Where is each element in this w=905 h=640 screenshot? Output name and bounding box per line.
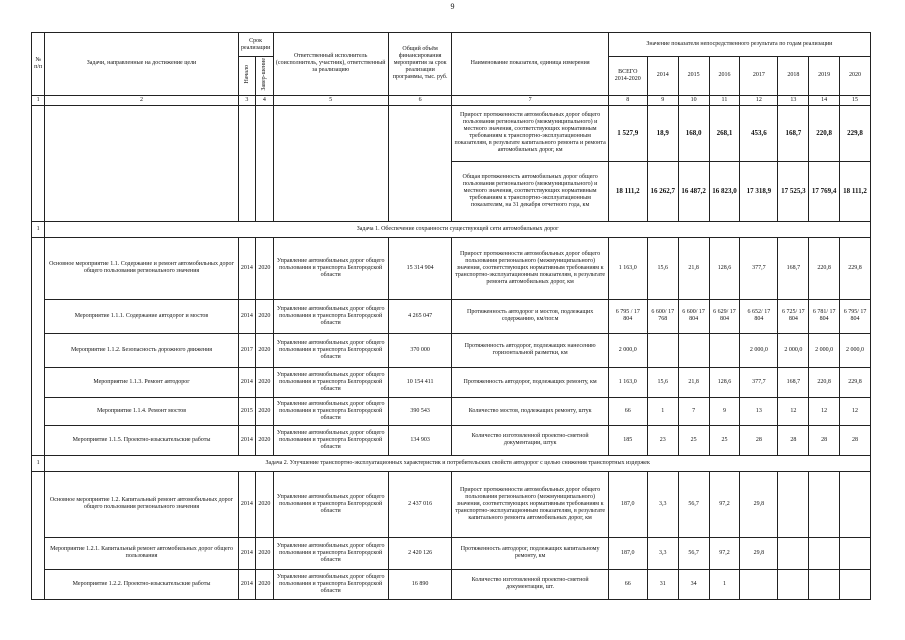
indicator-cell: Количество изготовленной проектно-сметной документации, штук	[452, 425, 608, 455]
value-cell	[647, 333, 678, 367]
value-cell: 6 725/ 17 804	[778, 299, 809, 333]
end-year: 2020	[256, 569, 273, 599]
value-cell: 15,6	[647, 367, 678, 397]
measure-name: Мероприятие 1.2.2. Проектно-изыскательские работы	[45, 569, 238, 599]
value-cell: 16 262,7	[647, 161, 678, 221]
table-row	[32, 397, 871, 425]
value-cell: 2 000,0	[840, 333, 871, 367]
value-cell	[778, 569, 809, 599]
start-year: 2014	[238, 425, 255, 455]
value-cell: 168,7	[778, 105, 809, 161]
executor-cell: Управление автомобильных дорог общего пользования и транспорта Белгородской области	[273, 367, 388, 397]
task-title: Задача 1. Обеспечение сохранности существующей сети автомобильных дорог	[45, 221, 871, 237]
value-cell: 97,2	[709, 471, 740, 537]
funding-cell: 4 265 047	[388, 299, 452, 333]
value-cell: 187,0	[608, 471, 647, 537]
empty-cell	[45, 105, 238, 221]
value-cell: 1 163,0	[608, 367, 647, 397]
empty-cell	[238, 105, 255, 221]
value-cell	[809, 569, 840, 599]
table-row	[32, 367, 871, 397]
value-cell: 17 525,3	[778, 161, 809, 221]
value-cell: 18 111,2	[840, 161, 871, 221]
value-cell	[840, 471, 871, 537]
header-executor: Ответственный исполнитель (соисполнитель, участник), ответственный за реализацию	[273, 33, 388, 96]
header-year: 2016	[709, 57, 740, 96]
executor-cell: Управление автомобильных дорог общего пользования и транспорта Белгородской области	[273, 569, 388, 599]
value-cell: 28	[740, 425, 778, 455]
measure-name: Мероприятие 1.1.1. Содержание автодорог и мостов	[45, 299, 238, 333]
header-year: 2019	[809, 57, 840, 96]
value-cell: 1 163,0	[608, 237, 647, 299]
start-year: 2015	[238, 397, 255, 425]
value-cell: 268,1	[709, 105, 740, 161]
value-cell: 12	[809, 397, 840, 425]
header-year: 2017	[740, 57, 778, 96]
value-cell: 229,8	[840, 105, 871, 161]
indicator-cell: Количество изготовленной проектно-сметной документации, шт.	[452, 569, 608, 599]
column-number: 12	[740, 95, 778, 105]
value-cell: 18 111,2	[608, 161, 647, 221]
measure-name: Основное мероприятие 1.2. Капитальный ремонт автомобильных дорог общего пользования регионального значения	[45, 471, 238, 537]
value-cell	[840, 569, 871, 599]
value-cell: 13	[740, 397, 778, 425]
measure-name: Мероприятие 1.1.3. Ремонт автодорог	[45, 367, 238, 397]
executor-cell: Управление автомобильных дорог общего пользования и транспорта Белгородской области	[273, 471, 388, 537]
funding-cell: 2 437 016	[388, 471, 452, 537]
value-cell: 220,8	[809, 237, 840, 299]
header-no: № п/п	[32, 33, 45, 96]
value-cell: 168,7	[778, 367, 809, 397]
value-cell: 6 795 / 17 804	[608, 299, 647, 333]
column-number: 3	[238, 95, 255, 105]
indicator-cell: Протяженность автодорог, подлежащих капитальному ремонту, км	[452, 537, 608, 569]
value-cell: 7	[678, 397, 709, 425]
value-cell: 28	[778, 425, 809, 455]
value-cell	[778, 537, 809, 569]
header-year: 2020	[840, 57, 871, 96]
header-end-label: Завер-шение	[261, 58, 268, 91]
header-end	[256, 57, 273, 96]
measure-name: Мероприятие 1.2.1. Капитальный ремонт автомобильных дорог общего пользования	[45, 537, 238, 569]
indicator-cell: Протяженность автодорог, подлежащих ремонту, км	[452, 367, 608, 397]
value-cell: 12	[840, 397, 871, 425]
column-number: 14	[809, 95, 840, 105]
empty-cell	[32, 471, 45, 599]
funding-cell: 134 903	[388, 425, 452, 455]
value-cell: 6 600/ 17 768	[647, 299, 678, 333]
start-year: 2014	[238, 299, 255, 333]
end-year: 2020	[256, 425, 273, 455]
empty-cell	[388, 105, 452, 221]
column-number: 8	[608, 95, 647, 105]
value-cell: 168,0	[678, 105, 709, 161]
start-year: 2014	[238, 367, 255, 397]
value-cell	[840, 537, 871, 569]
start-year: 2014	[238, 237, 255, 299]
value-cell: 21,8	[678, 237, 709, 299]
value-cell: 56,7	[678, 471, 709, 537]
value-cell: 56,7	[678, 537, 709, 569]
header-funding: Общий объём финансирования мероприятия за срок реализации программы, тыс. руб.	[388, 33, 452, 96]
value-cell: 377,7	[740, 237, 778, 299]
header-total: ВСЕГО 2014-2020	[608, 57, 647, 96]
value-cell: 1	[709, 569, 740, 599]
value-cell: 6 600/ 17 804	[678, 299, 709, 333]
start-year: 2014	[238, 471, 255, 537]
value-cell: 34	[678, 569, 709, 599]
header-task: Задачи, направленные на достижение цели	[45, 33, 238, 96]
column-number: 6	[388, 95, 452, 105]
column-number: 10	[678, 95, 709, 105]
end-year: 2020	[256, 237, 273, 299]
value-cell: 168,7	[778, 237, 809, 299]
funding-cell: 2 420 126	[388, 537, 452, 569]
value-cell: 187,0	[608, 537, 647, 569]
value-cell: 23	[647, 425, 678, 455]
value-cell: 1 527,9	[608, 105, 647, 161]
value-cell: 6 629/ 17 804	[709, 299, 740, 333]
funding-cell: 390 543	[388, 397, 452, 425]
value-cell: 17 318,9	[740, 161, 778, 221]
empty-cell	[256, 105, 273, 221]
value-cell	[778, 471, 809, 537]
table-row	[32, 569, 871, 599]
indicator-cell: Прирост протяженности автомобильных дорог общего пользования регионального (межмуниципального) значения, соответствующих нормативным требованиям к транспортно-эксплуатационным показателям, в результате капитального ремонта автомобильных дорог, км	[452, 471, 608, 537]
value-cell: 6 795/ 17 804	[840, 299, 871, 333]
value-cell: 18,9	[647, 105, 678, 161]
value-cell: 185	[608, 425, 647, 455]
value-cell: 97,2	[709, 537, 740, 569]
indicator-cell: Прирост протяженности автомобильных дорог общего пользования регионального (межмуниципального) и местного значения, соответствующих нормативным требованиям к транспортно-эксплуатационным показателям, в результате капитального ремонта и ремонта автомобильных дорог, км	[452, 105, 608, 161]
value-cell: 29,8	[740, 537, 778, 569]
value-cell: 3,3	[647, 471, 678, 537]
executor-cell: Управление автомобильных дорог общего пользования и транспорта Белгородской области	[273, 397, 388, 425]
column-numbers-row	[32, 95, 871, 105]
value-cell: 2 000,0	[809, 333, 840, 367]
value-cell	[740, 569, 778, 599]
funding-cell: 370 000	[388, 333, 452, 367]
page-number: 9	[450, 2, 455, 11]
executor-cell: Управление автомобильных дорог общего пользования и транспорта Белгородской области	[273, 425, 388, 455]
value-cell: 229,8	[840, 237, 871, 299]
value-cell: 377,7	[740, 367, 778, 397]
value-cell: 6 781/ 17 804	[809, 299, 840, 333]
value-cell: 128,6	[709, 237, 740, 299]
value-cell	[809, 537, 840, 569]
value-cell: 28	[809, 425, 840, 455]
column-number: 4	[256, 95, 273, 105]
header-values: Значение показателя непосредственного результата по годам реализации	[608, 33, 870, 57]
value-cell: 9	[709, 397, 740, 425]
column-number: 13	[778, 95, 809, 105]
value-cell: 66	[608, 397, 647, 425]
header-start	[238, 57, 255, 96]
end-year: 2020	[256, 397, 273, 425]
measure-name: Мероприятие 1.1.2. Безопасность дорожного движения	[45, 333, 238, 367]
value-cell: 220,8	[809, 105, 840, 161]
task-row	[32, 221, 871, 237]
value-cell: 229,8	[840, 367, 871, 397]
empty-cell	[273, 105, 388, 221]
value-cell: 453,6	[740, 105, 778, 161]
value-cell: 2 000,0	[740, 333, 778, 367]
value-cell: 28	[840, 425, 871, 455]
start-year: 2014	[238, 537, 255, 569]
value-cell: 3,3	[647, 537, 678, 569]
end-year: 2020	[256, 333, 273, 367]
value-cell: 21,8	[678, 367, 709, 397]
table-row	[32, 237, 871, 299]
executor-cell: Управление автомобильных дорог общего пользования и транспорта Белгородской области	[273, 299, 388, 333]
table-row	[32, 105, 871, 161]
task-title: Задача 2. Улучшение транспортно-эксплуатационных характеристик и потребительских свойств автодорог с целью снижения транспортных издержек	[45, 455, 871, 471]
column-number: 7	[452, 95, 608, 105]
program-table	[31, 32, 871, 600]
end-year: 2020	[256, 471, 273, 537]
column-number: 1	[32, 95, 45, 105]
indicator-cell: Количество мостов, подлежащих ремонту, штук	[452, 397, 608, 425]
table-row	[32, 471, 871, 537]
table-header	[32, 33, 871, 106]
table-row	[32, 425, 871, 455]
measure-name: Мероприятие 1.1.4. Ремонт мостов	[45, 397, 238, 425]
task-number: 1	[32, 221, 45, 237]
start-year: 2017	[238, 333, 255, 367]
executor-cell: Управление автомобильных дорог общего пользования и транспорта Белгородской области	[273, 537, 388, 569]
header-start-label: Начало	[243, 65, 250, 84]
value-cell: 16 823,0	[709, 161, 740, 221]
value-cell: 6 652/ 17 804	[740, 299, 778, 333]
end-year: 2020	[256, 299, 273, 333]
value-cell: 220,8	[809, 367, 840, 397]
value-cell: 128,6	[709, 367, 740, 397]
table-row	[32, 333, 871, 367]
value-cell: 12	[778, 397, 809, 425]
funding-cell: 16 890	[388, 569, 452, 599]
value-cell: 25	[709, 425, 740, 455]
measure-name: Основное мероприятие 1.1. Содержание и ремонт автомобильных дорог общего пользования регионального значения	[45, 237, 238, 299]
header-period: Срок реализации	[238, 33, 273, 57]
value-cell: 29,8	[740, 471, 778, 537]
value-cell	[809, 471, 840, 537]
empty-cell	[32, 237, 45, 455]
value-cell: 1	[647, 397, 678, 425]
indicator-cell: Прирост протяженности автомобильных дорог общего пользования регионального (межмуниципального) значения, соответствующих нормативным требованиям к транспортно-эксплуатационным показателям, в результате ремонта автомобильных дорог, км	[452, 237, 608, 299]
measure-name: Мероприятие 1.1.5. Проектно-изыскательские работы	[45, 425, 238, 455]
task-number: 1	[32, 455, 45, 471]
header-indicator: Наименование показателя, единица измерения	[452, 33, 608, 96]
value-cell	[678, 333, 709, 367]
column-number: 11	[709, 95, 740, 105]
start-year: 2014	[238, 569, 255, 599]
end-year: 2020	[256, 537, 273, 569]
funding-cell: 10 154 411	[388, 367, 452, 397]
executor-cell: Управление автомобильных дорог общего пользования и транспорта Белгородской области	[273, 237, 388, 299]
column-number: 9	[647, 95, 678, 105]
value-cell: 66	[608, 569, 647, 599]
value-cell: 2 000,0	[778, 333, 809, 367]
column-number: 5	[273, 95, 388, 105]
column-number: 2	[45, 95, 238, 105]
value-cell: 15,6	[647, 237, 678, 299]
value-cell: 25	[678, 425, 709, 455]
table-row	[32, 537, 871, 569]
value-cell	[709, 333, 740, 367]
value-cell: 17 769,4	[809, 161, 840, 221]
table-row	[32, 299, 871, 333]
indicator-cell: Протяженность автодорог, подлежащих нанесению горизонтальной разметки, км	[452, 333, 608, 367]
funding-cell: 15 314 904	[388, 237, 452, 299]
header-year: 2014	[647, 57, 678, 96]
column-number: 15	[840, 95, 871, 105]
value-cell: 2 000,0	[608, 333, 647, 367]
empty-cell	[32, 105, 45, 221]
indicator-cell: Протяженность автодорог и мостов, подлежащих содержанию, км/пог.м	[452, 299, 608, 333]
header-year: 2018	[778, 57, 809, 96]
value-cell: 31	[647, 569, 678, 599]
value-cell: 16 487,2	[678, 161, 709, 221]
end-year: 2020	[256, 367, 273, 397]
indicator-cell: Общая протяженность автомобильных дорог общего пользования регионального (межмуниципального) и местного значения, соответствующих нормативным требованиям к транспортно-эксплуатационным показателям, на 31 декабря отчетного года, км	[452, 161, 608, 221]
task-row	[32, 455, 871, 471]
executor-cell: Управление автомобильных дорог общего пользования и транспорта Белгородской области	[273, 333, 388, 367]
header-year: 2015	[678, 57, 709, 96]
